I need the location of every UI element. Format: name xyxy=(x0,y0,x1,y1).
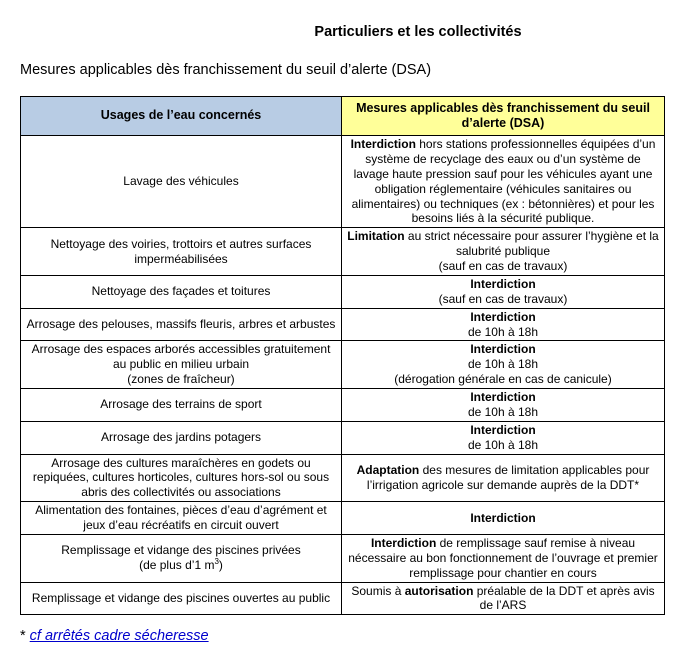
mesure-keyword: Interdiction xyxy=(470,342,536,357)
usage-cell xyxy=(21,502,342,535)
usage-text-2: (zones de fraîcheur) xyxy=(127,372,235,387)
mesure-extra: de 10h à 18h xyxy=(467,437,539,452)
usage-text: Remplissage et vidange des piscines ouvertes au public xyxy=(31,590,331,605)
usage-cell xyxy=(21,582,342,615)
usage-text: Lavage des véhicules xyxy=(123,174,239,189)
usage-text: Arrosage des espaces arborés accessibles gratuitement au public en milieu urbain xyxy=(31,342,331,372)
usage-text: Arrosage des pelouses, massifs fleuris, arbres et arbustes xyxy=(26,317,336,332)
mesure-extra-2: (dérogation générale en cas de canicule) xyxy=(394,372,612,387)
usage-cell xyxy=(21,341,342,389)
mesure-cell xyxy=(342,308,665,341)
mesure-cell xyxy=(342,502,665,535)
usage-text: Alimentation des fontaines, pièces d’eau d’agrément et jeux d’eau récréatifs en circuit ouvert xyxy=(35,503,327,532)
mesure-keyword: autorisation xyxy=(404,583,474,598)
usage-cell xyxy=(21,389,342,422)
mesure-keyword: Interdiction xyxy=(470,276,536,291)
page-title-text: Particuliers et les collectivités xyxy=(314,24,522,40)
page-title xyxy=(0,24,692,40)
mesure-cell xyxy=(342,534,665,582)
mesure-keyword: Interdiction xyxy=(470,422,536,437)
footnote-star: * xyxy=(20,628,30,644)
mesure-extra: (sauf en cas de travaux) xyxy=(438,259,568,273)
table-row xyxy=(21,308,665,341)
mesure-cell xyxy=(342,136,665,228)
mesure-keyword: Limitation xyxy=(347,229,405,244)
usage-text: Arrosage des terrains de sport xyxy=(100,397,262,412)
mesure-extra: de 10h à 18h xyxy=(467,404,539,419)
footnote xyxy=(20,628,209,644)
usage-text-2: (de plus d’1 m xyxy=(139,558,215,573)
measures-table xyxy=(20,96,665,615)
mesure-keyword: Interdiction xyxy=(470,390,536,404)
table-row xyxy=(21,582,665,615)
mesure-keyword: Interdiction xyxy=(470,309,536,324)
usage-cell xyxy=(21,454,342,502)
header-mesure: Mesures applicables dès franchissement du seuil d’alerte (DSA) xyxy=(342,97,665,136)
table-row xyxy=(21,136,665,228)
mesure-keyword: Interdiction xyxy=(470,510,536,525)
header-usage: Usages de l’eau concernés xyxy=(21,97,342,136)
usage-text: Remplissage et vidange des piscines privées xyxy=(61,543,301,558)
table-row xyxy=(21,502,665,535)
table-row xyxy=(21,534,665,582)
superscript: 3 xyxy=(214,557,219,567)
usage-text: Arrosage des jardins potagers xyxy=(100,430,262,445)
table-row xyxy=(21,454,665,502)
mesure-text: hors stations professionnelles équipées d’un système de recyclage des eaux ou d’un système de lavage haute pression sauf pour les véhicules ayant une obligation réglementaire (véhicules sanitaires ou alimentaires) ou techniques (ex : bétonnières) et pour les besoins liés à la sécurité publique. xyxy=(351,137,656,226)
mesure-cell xyxy=(342,582,665,615)
usage-cell xyxy=(21,228,342,276)
mesure-text: préalable de la DDT et après avis de l’ARS xyxy=(473,583,655,613)
table-row xyxy=(21,275,665,308)
usage-cell xyxy=(21,308,342,341)
usage-text: Nettoyage des façades et toitures xyxy=(91,284,271,299)
mesure-cell xyxy=(342,275,665,308)
usage-cell xyxy=(21,421,342,454)
mesure-pre: Soumis à xyxy=(351,583,405,598)
usage-cell xyxy=(21,136,342,228)
mesure-cell xyxy=(342,454,665,502)
table-row xyxy=(21,421,665,454)
mesure-keyword: Interdiction xyxy=(350,137,416,151)
mesure-cell xyxy=(342,228,665,276)
mesure-keyword: Interdiction xyxy=(370,535,437,550)
usage-cell xyxy=(21,534,342,582)
mesure-cell xyxy=(342,389,665,422)
footnote-link[interactable]: cf arrêtés cadre sécheresse xyxy=(29,628,209,644)
table-row xyxy=(21,341,665,389)
mesure-extra: de 10h à 18h xyxy=(467,324,539,339)
mesure-cell xyxy=(342,421,665,454)
mesure-cell xyxy=(342,341,665,389)
table-row xyxy=(21,389,665,422)
mesure-text: au strict nécessaire pour assurer l’hygiène et la salubrité publique xyxy=(404,229,659,259)
mesure-text: de remplissage sauf remise à niveau nécessaire au bon fonctionnement de l’ouvrage et premier remplissage pour chantier en cours xyxy=(348,535,658,580)
usage-text: Nettoyage des voiries, trottoirs et autres surfaces imperméabilisées xyxy=(50,236,312,266)
mesure-text: des mesures de limitation applicables pour l’irrigation agricole sur demande auprès de la DDT* xyxy=(366,462,650,492)
usage-text: Arrosage des cultures maraîchères en godets ou repiquées, cultures horticoles, cultures hors-sol ou sous abris des collectivités ou associations xyxy=(32,455,330,500)
mesure-keyword: Adaptation xyxy=(356,462,420,477)
page-subtitle: Mesures applicables dès franchissement du seuil d’alerte (DSA) xyxy=(20,62,432,78)
usage-text-2-end: ) xyxy=(218,558,223,573)
mesure-extra: (sauf en cas de travaux) xyxy=(438,291,568,306)
mesure-extra: de 10h à 18h xyxy=(467,357,539,372)
table-header-row xyxy=(21,97,665,136)
table-row xyxy=(21,228,665,276)
usage-cell xyxy=(21,275,342,308)
